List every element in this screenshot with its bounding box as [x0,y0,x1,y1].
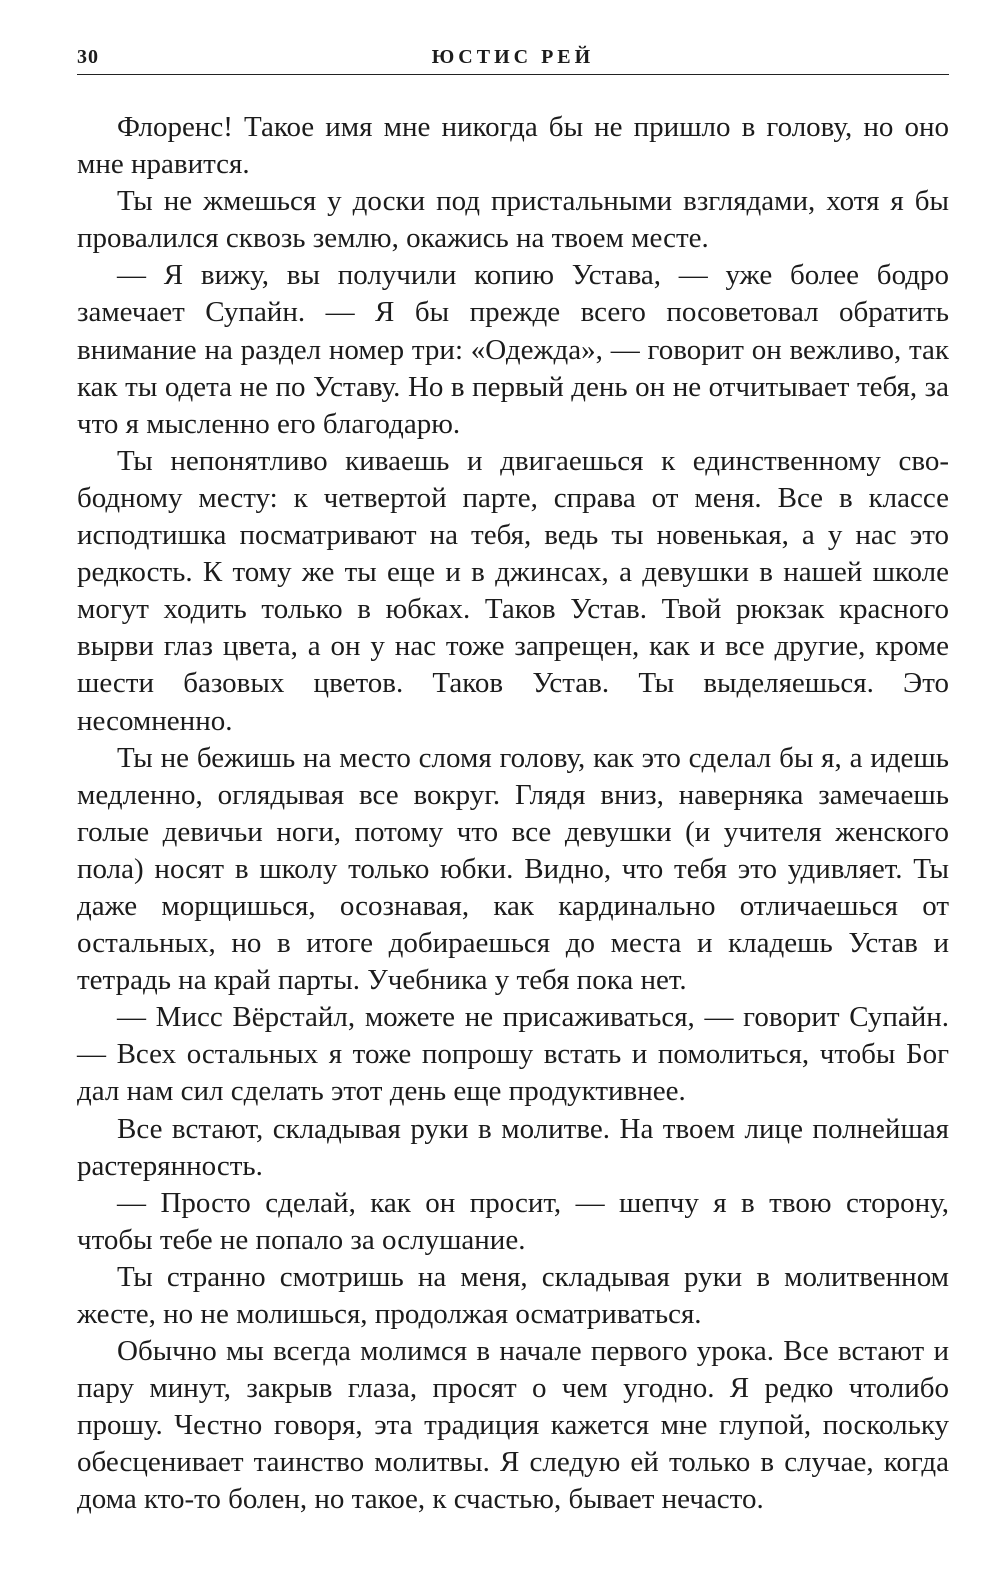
paragraph: — Просто сделай, как он просит, — шепчу я в твою сторону, чтобы тебе не попало за ослушание. [77,1186,949,1256]
body-text [77,109,949,1519]
paragraph: Ты не бежишь на место сломя голову, как это сделал бы я, а идешь медленно, оглядывая все вокруг. Глядя вниз, наверняка замечаешь голые девичьи ноги, потому что все девушки (и учителя женского пола) носят в школу только юбки. Видно, что тебя это удивляет. Ты даже морщишься, осознавая, как кардинально отличаешься от остальных, но в итоге добираешься до места и кладешь Устав и тетрадь на край парты. Учебника у тебя пока нет. [77,741,949,997]
paragraph: Обычно мы всегда молимся в начале первого урока. Все встают и пару минут, закрыв глаза, просят о чем угодно. Я редко чтолибо прошу. Честно говоря, эта традиция кажется мне глупой, поскольку обесценивает таинство молитвы. Я следую ей только в случае, когда дома кто-то болен, но такое, к счастью, бывает нечасто. [77,1335,949,1516]
running-header [77,44,949,75]
book-author: ЮСТИС РЕЙ [431,46,595,68]
paragraph: Флоренс! Такое имя мне никогда бы не пришло в голову, но оно мне нравится. [77,111,949,181]
paragraph: Ты странно смотришь на меня, складывая руки в молитвенном жесте, но не молишься, продолжая осматриваться. [77,1260,949,1330]
page-number: 30 [77,46,99,68]
paragraph: — Я вижу, вы получили копию Устава, — уже более бодро замечает Супайн. — Я бы прежде всего посоветовал обратить внимание на раздел номер три: «Одежда», — говорит он вежливо, так как ты одета не по Уставу. Но в первый день он не отчитывает тебя, за что я мысленно его благодарю. [77,259,949,440]
paragraph: — Мисс Вёрстайл, можете не присаживаться, — говорит Супайн. — Всех остальных я тоже попрошу встать и помолиться, чтобы Бог дал нам сил сделать этот день еще продуктивнее. [77,1001,949,1108]
paragraph: Ты непонятливо киваешь и двигаешься к единственному свободному месту: к четвертой парте, справа от меня. Все в классе исподтишка посматривают на тебя, ведь ты новенькая, а у нас это редкость. К тому же ты еще и в джинсах, а девушки в нашей школе могут ходить только в юбках. Таков Устав. Твой рюкзак красного вырви глаз цвета, а он у нас тоже запрещен, как и все другие, кроме шести базовых цветов. Таков Устав. Ты выделяешься. Это несомненно. [77,444,949,737]
paragraph: Все встают, складывая руки в молитве. На твоем лице полнейшая растерянность. [77,1112,949,1182]
book-page [77,44,949,1519]
paragraph: Ты не жмешься у доски под пристальными взглядами, хотя я бы провалился сквозь землю, окажись на твоем месте. [77,185,949,255]
